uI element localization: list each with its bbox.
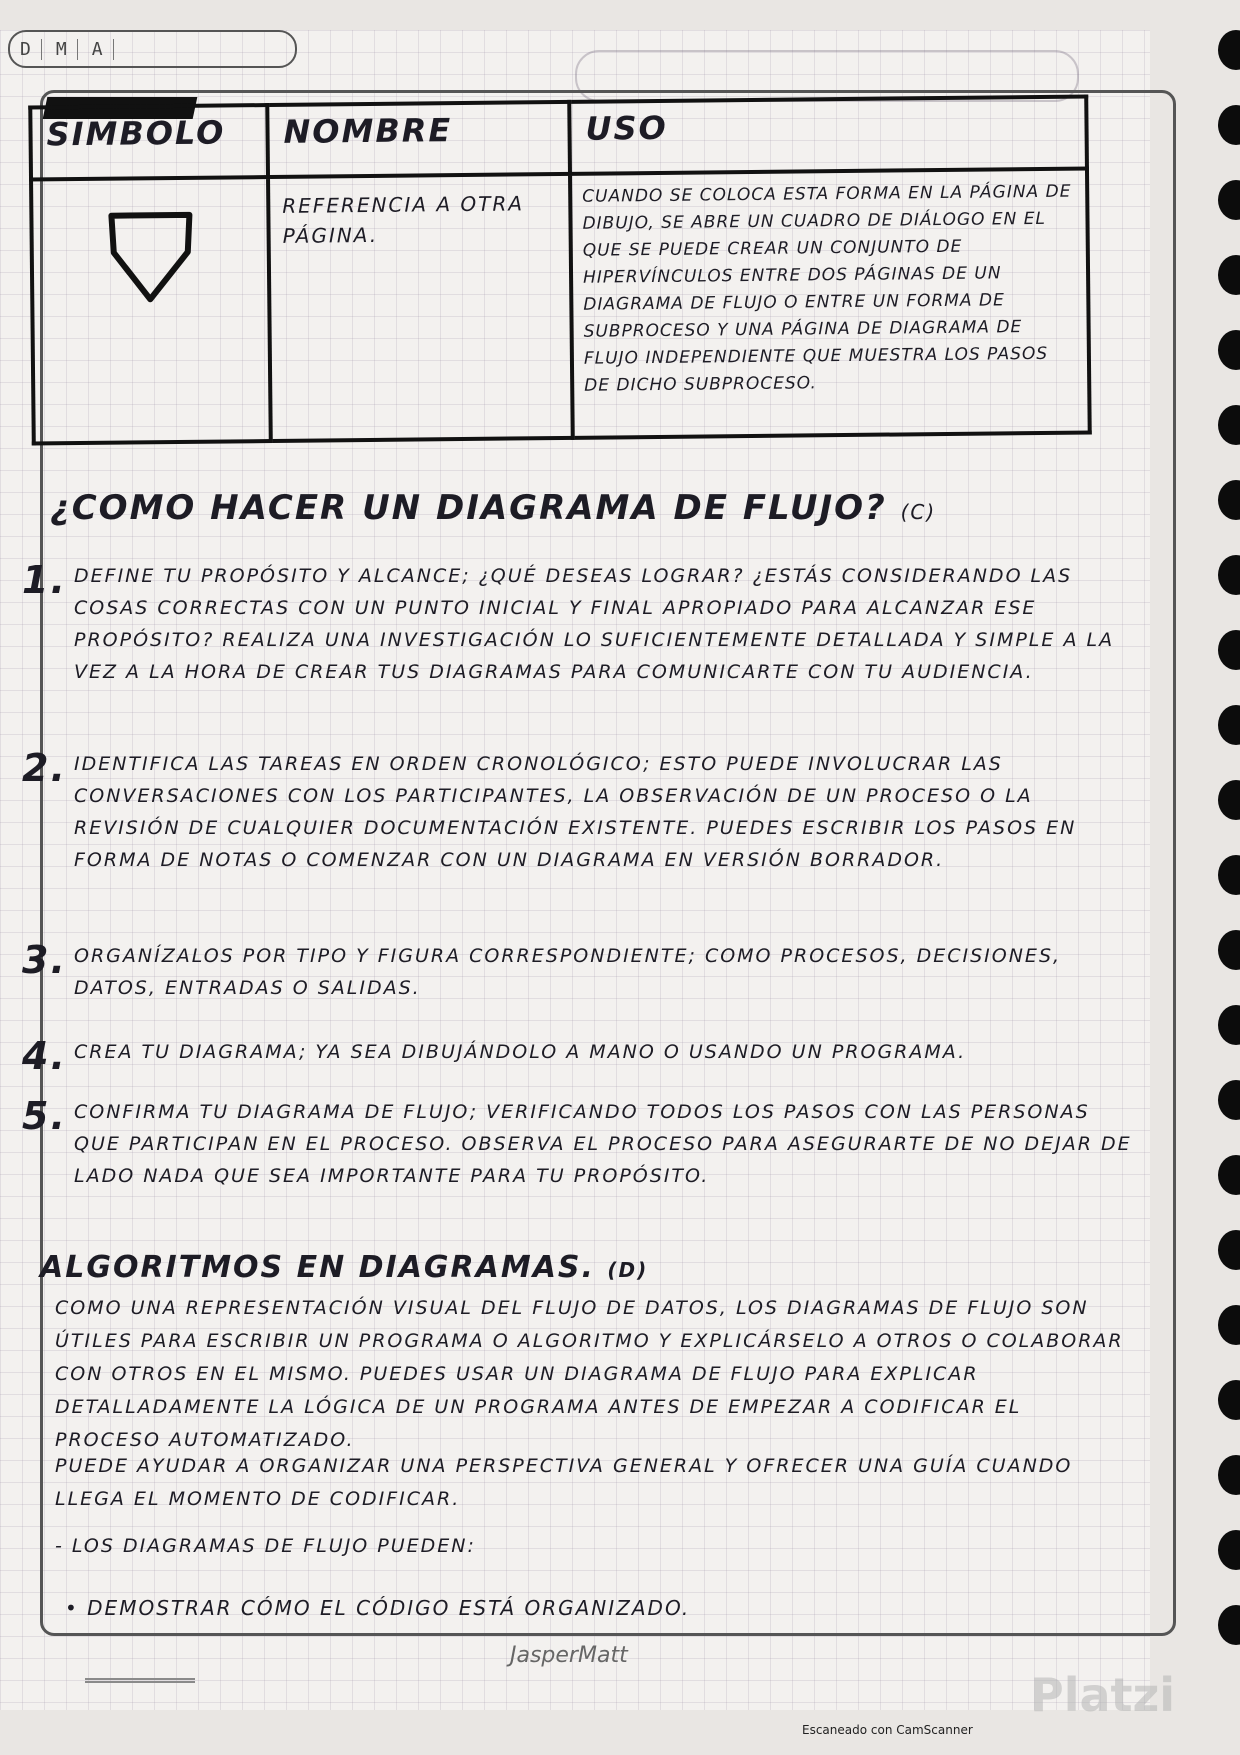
step-text: DEFINE TU PROPÓSITO Y ALCANCE; ¿QUÉ DESEAS LOGRAR? ¿ESTÁS CONSIDERANDO LAS COSAS CORRECTAS CON UN PUNTO INICIAL Y FINAL APROPIADO PARA ALCANZAR ESE PROPÓSITO? REALIZA UNA INVESTIGACIÓN LO SUFICIENTEMENTE DETALLADA Y SIMPLE A LA VEZ A LA HORA DE CREAR TUS DIAGRAMAS PARA COMUNICARTE CON TU AUDIENCIA. [74, 565, 1115, 683]
step-number: 2. [22, 746, 67, 790]
ring-icon [1218, 855, 1240, 895]
ring-icon [1218, 255, 1240, 295]
header-use: USO [569, 96, 1087, 173]
header-name: NOMBRE [267, 102, 570, 177]
table-row [31, 168, 1090, 443]
ring-icon [1218, 1455, 1240, 1495]
signature: JasperMatt [510, 1643, 628, 1668]
ring-icon [1218, 555, 1240, 595]
section-title-text: ¿COMO HACER UN DIAGRAMA DE FLUJO? [50, 488, 887, 528]
ring-icon [1218, 480, 1240, 520]
section-title-algorithms [40, 1250, 648, 1285]
ring-icon [1218, 1605, 1240, 1645]
section-title-flowchart [50, 488, 936, 528]
date-header [8, 30, 297, 68]
ring-icon [1218, 780, 1240, 820]
ring-icon [1218, 1155, 1240, 1195]
date-month-box: M [56, 39, 78, 60]
table-header-row [30, 96, 1087, 179]
list-item-text: DEMOSTRAR CÓMO EL CÓDIGO ESTÁ ORGANIZADO. [87, 1596, 691, 1620]
step-text: IDENTIFICA LAS TAREAS EN ORDEN CRONOLÓGICO; ESTO PUEDE INVOLUCRAR LAS CONVERSACIONES CON LOS PARTICIPANTES, LA OBSERVACIÓN DE UN PROCESO O LA REVISIÓN DE CUALQUIER DOCUMENTACIÓN EXISTENTE. PUEDES ESCRIBIR LOS PASOS EN FORMA DE NOTAS O COMENZAR CON UN DIAGRAMA EN VERSIÓN BORRADOR. [74, 753, 1077, 871]
step-number: 4. [22, 1034, 67, 1078]
off-page-connector-icon [105, 207, 196, 308]
symbol-cell [31, 177, 271, 443]
symbol-table [28, 94, 1092, 445]
ring-icon [1218, 405, 1240, 445]
ring-icon [1218, 1230, 1240, 1270]
ring-icon [1218, 630, 1240, 670]
spiral-binding [1170, 0, 1240, 1755]
date-day-box: D [20, 39, 42, 60]
step-text: CONFIRMA TU DIAGRAMA DE FLUJO; VERIFICANDO TODOS LOS PASOS CON LAS PERSONAS QUE PARTICIPAN EN EL PROCESO. OBSERVA EL PROCESO PARA ASEGURARTE DE NO DEJAR DE LADO NADA QUE SEA IMPORTANTE PARA TU PROPÓSITO. [74, 1101, 1132, 1187]
ring-icon [1218, 1305, 1240, 1345]
ring-icon [1218, 1005, 1240, 1045]
ring-icon [1218, 180, 1240, 220]
ring-icon [1218, 1080, 1240, 1120]
step-number: 3. [22, 938, 67, 982]
algorithms-paragraph: COMO UNA REPRESENTACIÓN VISUAL DEL FLUJO DE DATOS, LOS DIAGRAMAS DE FLUJO SON ÚTILES PARA ESCRIBIR UN PROGRAMA O ALGORITMO Y EXPLICÁRSELO A OTROS O COLABORAR CON OTROS EN EL MISMO. PUEDES USAR UN DIAGRAMA DE FLUJO PARA EXPLICAR DETALLADAMENTE LA LÓGICA DE UN PROGRAMA ANTES DE EMPEZAR A CODIFICAR EL PROCESO AUTOMATIZADO. [55, 1297, 1124, 1451]
step-2 [22, 748, 1142, 876]
section-tag: (D) [607, 1258, 649, 1282]
date-year-box: A [92, 39, 114, 60]
step-1 [22, 560, 1142, 688]
step-3 [22, 940, 1142, 1004]
ring-icon [1218, 1380, 1240, 1420]
step-4 [22, 1036, 1142, 1076]
step-text: ORGANÍZALOS POR TIPO Y FIGURA CORRESPONDIENTE; COMO PROCESOS, DECISIONES, DATOS, ENTRADAS O SALIDAS. [74, 945, 1062, 999]
step-number: 5. [22, 1094, 67, 1138]
ring-icon [1218, 105, 1240, 145]
header-symbol: SIMBOLO [30, 105, 268, 179]
step-text: CREA TU DIAGRAMA; YA SEA DIBUJÁNDOLO A MANO O USANDO UN PROGRAMA. [74, 1041, 967, 1063]
use-cell: CUANDO SE COLOCA ESTA FORMA EN LA PÁGINA DE DIBUJO, SE ABRE UN CUADRO DE DIÁLOGO EN EL QUE SE PUEDE CREAR UN CONJUNTO DE HIPERVÍNCULOS ENTRE DOS PÁGINAS DE UN DIAGRAMA DE FLUJO O ENTRE UN FORMA DE SUBPROCESO Y UNA PÁGINA DE DIAGRAMA DE FLUJO INDEPENDIENTE QUE MUESTRA LOS PASOS DE DICHO SUBPROCESO. [570, 168, 1090, 437]
ring-icon [1218, 30, 1240, 70]
list-intro: - LOS DIAGRAMAS DE FLUJO PUEDEN: [55, 1535, 476, 1557]
step-5 [22, 1096, 1142, 1192]
section-tag: (C) [900, 500, 937, 524]
algorithms-paragraph-2: PUEDE AYUDAR A ORGANIZAR UNA PERSPECTIVA GENERAL Y OFRECER UNA GUÍA CUANDO LLEGA EL MOMENTO DE CODIFICAR. [55, 1455, 1073, 1510]
section-title-text: ALGORITMOS EN DIAGRAMAS. [40, 1250, 595, 1285]
ring-icon [1218, 330, 1240, 370]
list-item: • DEMOSTRAR CÓMO EL CÓDIGO ESTÁ ORGANIZADO. [65, 1596, 691, 1620]
scanner-credit: Escaneado con CamScanner [802, 1723, 973, 1737]
ring-icon [1218, 1530, 1240, 1570]
name-cell: REFERENCIA A OTRA PÁGINA. [268, 174, 573, 441]
ring-icon [1218, 930, 1240, 970]
left-arrow-icon [85, 1652, 195, 1683]
step-number: 1. [22, 558, 67, 602]
platzi-watermark: Platzi [1030, 1668, 1176, 1722]
ring-icon [1218, 705, 1240, 745]
